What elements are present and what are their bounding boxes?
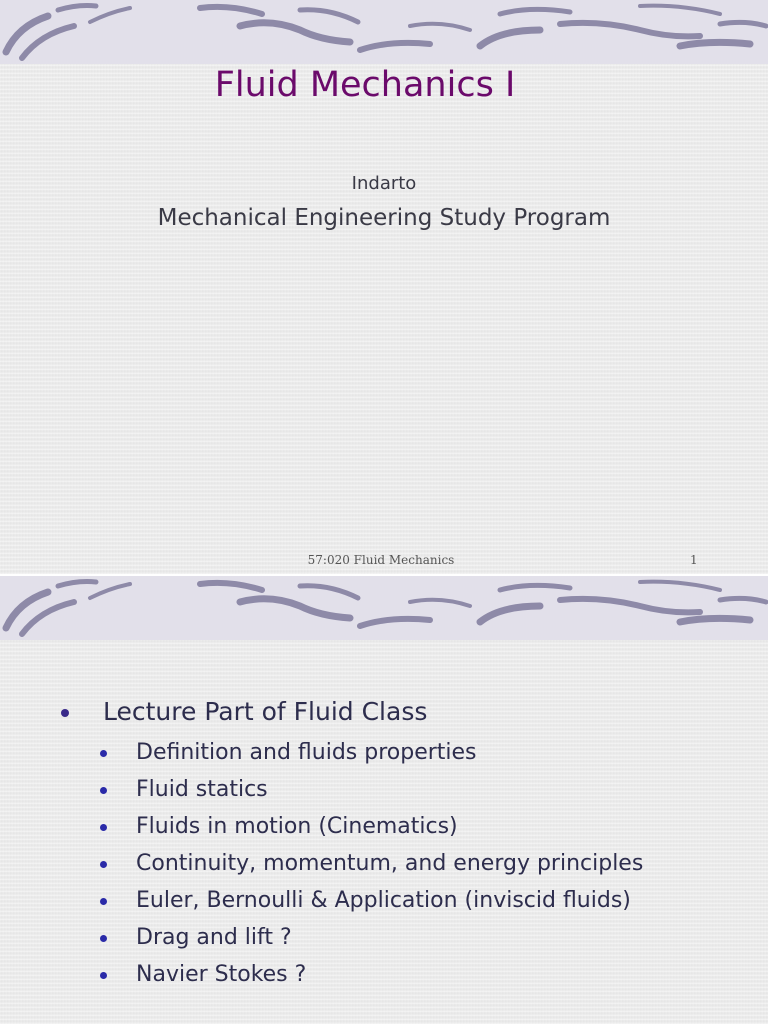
bullet-icon	[100, 787, 107, 794]
author-name: Indarto	[351, 173, 417, 194]
list-item	[97, 958, 737, 992]
list-item-text: Fluid statics	[136, 777, 268, 802]
bullet-icon	[100, 972, 107, 979]
decorative-banner	[0, 576, 768, 640]
list-item	[97, 736, 737, 770]
list-item	[97, 921, 737, 955]
bullet-icon	[61, 709, 69, 717]
list-item-text: Fluids in motion (Cinematics)	[136, 814, 458, 839]
bullet-icon	[100, 898, 107, 905]
list-item-text: Continuity, momentum, and energy principles	[136, 851, 644, 876]
list-item	[97, 847, 737, 881]
list-item-text: Euler, Bernoulli & Application (inviscid fluids)	[136, 888, 631, 913]
list-item-text: Navier Stokes ?	[136, 962, 307, 987]
bullet-icon	[100, 824, 107, 831]
bullet-heading: Lecture Part of Fluid Class	[103, 697, 428, 726]
content-slide	[0, 576, 768, 1024]
swirl-decoration-icon	[0, 0, 768, 64]
bullet-icon	[100, 861, 107, 868]
study-program: Mechanical Engineering Study Program	[157, 205, 611, 231]
slide-title: Fluid Mechanics I	[214, 65, 516, 105]
list-item	[97, 773, 737, 807]
list-item-text: Drag and lift ?	[136, 925, 292, 950]
bullet-icon	[100, 935, 107, 942]
list-item	[97, 884, 737, 918]
swirl-decoration-icon	[0, 576, 768, 640]
slide-footer: 57:020 Fluid Mechanics	[307, 553, 455, 567]
decorative-banner	[0, 0, 768, 64]
list-item-text: Definition and fluids properties	[136, 740, 477, 765]
list-item	[97, 810, 737, 844]
page-number: 1	[690, 553, 698, 567]
bullet-icon	[100, 750, 107, 757]
